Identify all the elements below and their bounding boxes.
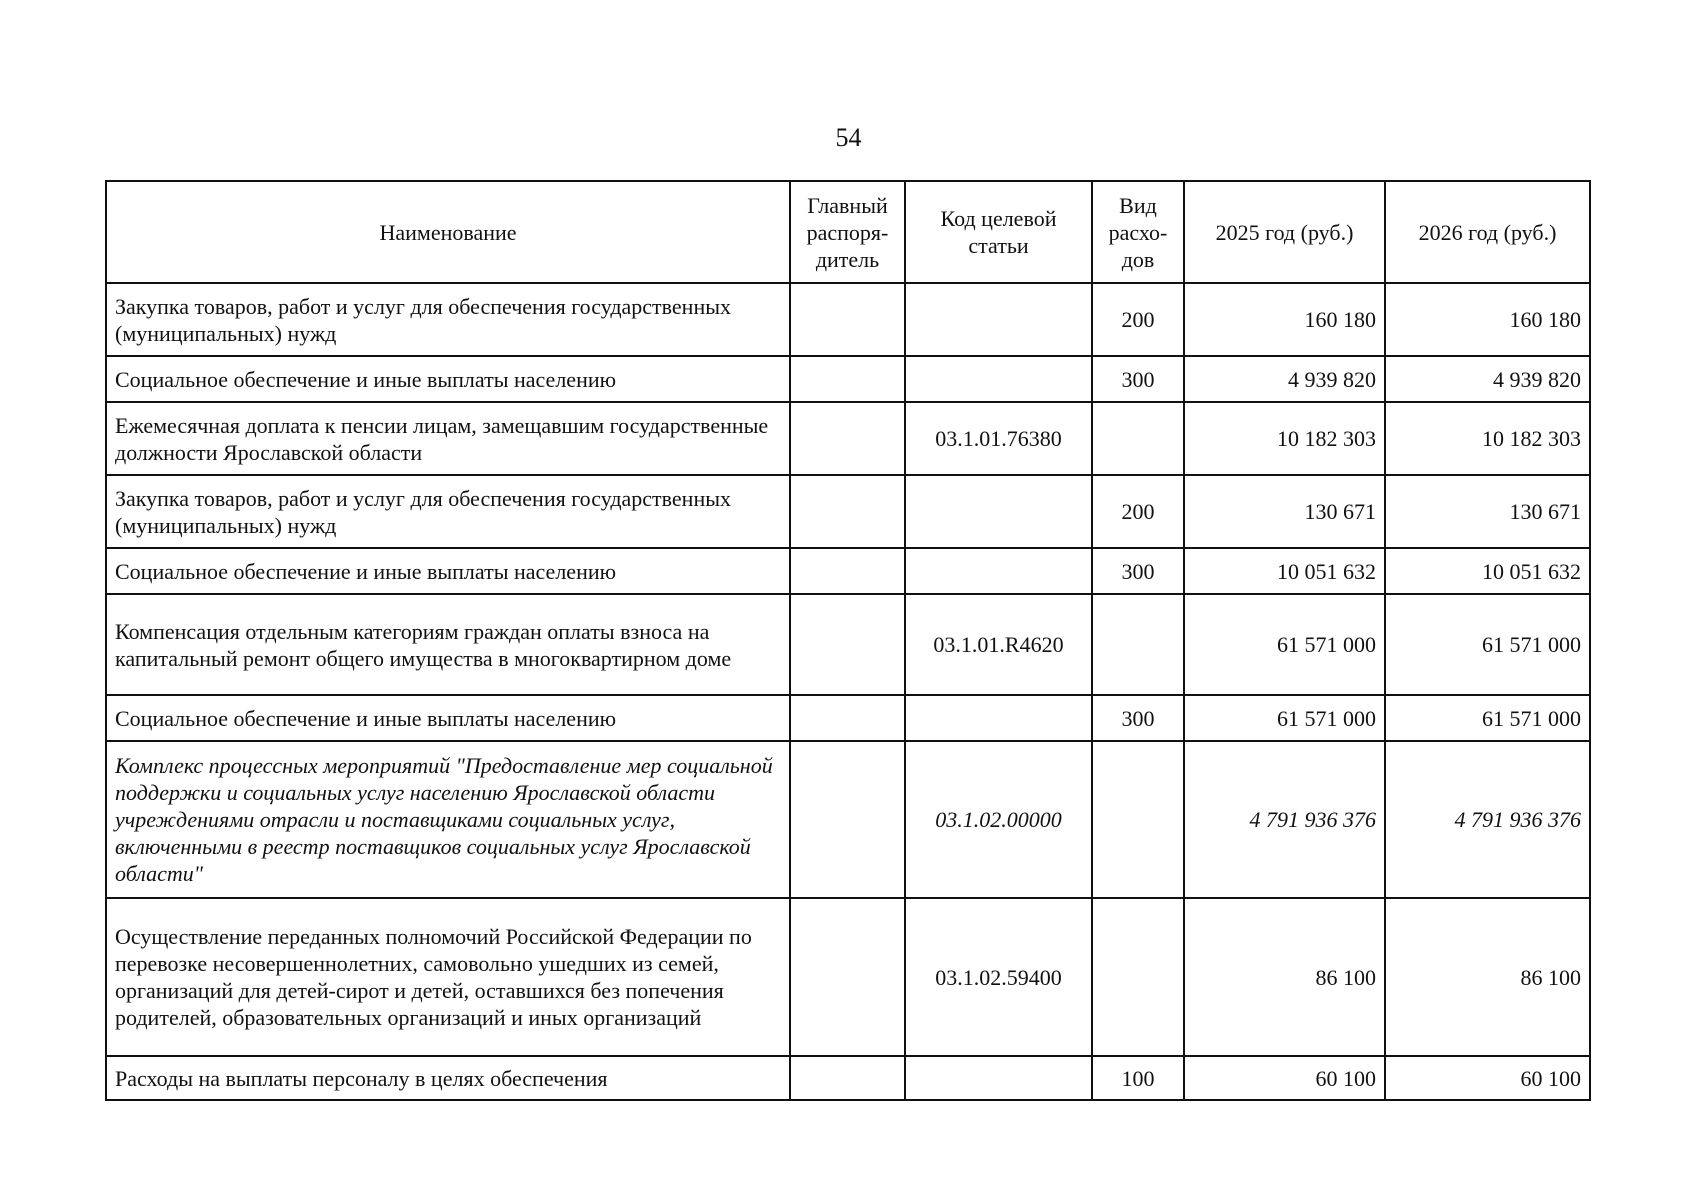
cell-admin <box>790 356 905 402</box>
cell-2025: 61 571 000 <box>1184 594 1385 695</box>
cell-name: Ежемесячная доплата к пенсии лицам, замещавшим государственные должности Ярославской области <box>106 402 790 475</box>
cell-admin <box>790 475 905 548</box>
cell-name: Комплекс процессных мероприятий "Предоставление мер социальной поддержки и социальных услуг населению Ярославской области учреждениями отрасли и поставщиками социальных услуг, включенными в реестр поставщиков социальных услуг Ярославской области" <box>106 741 790 898</box>
cell-2026: 10 182 303 <box>1385 402 1590 475</box>
cell-2025: 10 051 632 <box>1184 548 1385 594</box>
cell-kind <box>1092 741 1184 898</box>
table-row <box>106 741 1590 898</box>
cell-2026: 4 939 820 <box>1385 356 1590 402</box>
cell-code <box>905 548 1092 594</box>
cell-code: 03.1.01.R4620 <box>905 594 1092 695</box>
cell-code: 03.1.02.00000 <box>905 741 1092 898</box>
cell-admin <box>790 1056 905 1100</box>
cell-admin <box>790 283 905 356</box>
cell-2025: 130 671 <box>1184 475 1385 548</box>
cell-2025: 61 571 000 <box>1184 695 1385 741</box>
cell-admin <box>790 548 905 594</box>
table-row <box>106 475 1590 548</box>
table-row <box>106 695 1590 741</box>
table-header-row <box>106 181 1590 283</box>
cell-code: 03.1.02.59400 <box>905 898 1092 1056</box>
cell-kind: 200 <box>1092 475 1184 548</box>
cell-2025: 160 180 <box>1184 283 1385 356</box>
table-row <box>106 402 1590 475</box>
table-row <box>106 548 1590 594</box>
cell-2026: 60 100 <box>1385 1056 1590 1100</box>
cell-2025: 86 100 <box>1184 898 1385 1056</box>
table-row <box>106 1056 1590 1100</box>
cell-admin <box>790 594 905 695</box>
header-name: Наименование <box>106 181 790 283</box>
page-number: 54 <box>835 123 862 152</box>
cell-kind <box>1092 594 1184 695</box>
cell-kind: 300 <box>1092 695 1184 741</box>
cell-code <box>905 695 1092 741</box>
cell-2026: 130 671 <box>1385 475 1590 548</box>
cell-admin <box>790 402 905 475</box>
cell-kind: 300 <box>1092 548 1184 594</box>
cell-name: Закупка товаров, работ и услуг для обеспечения государственных (муниципальных) нужд <box>106 283 790 356</box>
cell-kind <box>1092 898 1184 1056</box>
cell-2026: 4 791 936 376 <box>1385 741 1590 898</box>
cell-admin <box>790 695 905 741</box>
cell-code <box>905 283 1092 356</box>
cell-kind: 300 <box>1092 356 1184 402</box>
cell-kind <box>1092 402 1184 475</box>
cell-2026: 61 571 000 <box>1385 695 1590 741</box>
cell-code: 03.1.01.76380 <box>905 402 1092 475</box>
cell-kind: 200 <box>1092 283 1184 356</box>
cell-name: Компенсация отдельным категориям граждан оплаты взноса на капитальный ремонт общего имущества в многоквартирном доме <box>106 594 790 695</box>
cell-code <box>905 1056 1092 1100</box>
cell-code <box>905 475 1092 548</box>
table-row <box>106 283 1590 356</box>
cell-kind: 100 <box>1092 1056 1184 1100</box>
cell-2026: 61 571 000 <box>1385 594 1590 695</box>
cell-name: Закупка товаров, работ и услуг для обеспечения государственных (муниципальных) нужд <box>106 475 790 548</box>
header-kind: Вид расхо-дов <box>1092 181 1184 283</box>
cell-name: Социальное обеспечение и иные выплаты населению <box>106 548 790 594</box>
cell-2025: 60 100 <box>1184 1056 1385 1100</box>
cell-name: Осуществление переданных полномочий Российской Федерации по перевозке несовершеннолетних, самовольно ушедших из семей, организаций для детей-сирот и детей, оставшихся без попечения родителей, образовательных организаций и иных организаций <box>106 898 790 1056</box>
budget-table <box>105 180 1591 1101</box>
cell-2026: 10 051 632 <box>1385 548 1590 594</box>
header-2026: 2026 год (руб.) <box>1385 181 1590 283</box>
table-row <box>106 594 1590 695</box>
cell-2026: 86 100 <box>1385 898 1590 1056</box>
cell-code <box>905 356 1092 402</box>
cell-2026: 160 180 <box>1385 283 1590 356</box>
cell-2025: 4 939 820 <box>1184 356 1385 402</box>
cell-admin <box>790 898 905 1056</box>
header-code: Код целевой статьи <box>905 181 1092 283</box>
cell-2025: 10 182 303 <box>1184 402 1385 475</box>
header-2025: 2025 год (руб.) <box>1184 181 1385 283</box>
cell-admin <box>790 741 905 898</box>
cell-name: Социальное обеспечение и иные выплаты населению <box>106 695 790 741</box>
header-admin: Главный распоря-дитель <box>790 181 905 283</box>
table-row <box>106 898 1590 1056</box>
cell-name: Социальное обеспечение и иные выплаты населению <box>106 356 790 402</box>
table-row <box>106 356 1590 402</box>
cell-name: Расходы на выплаты персоналу в целях обеспечения <box>106 1056 790 1100</box>
cell-2025: 4 791 936 376 <box>1184 741 1385 898</box>
